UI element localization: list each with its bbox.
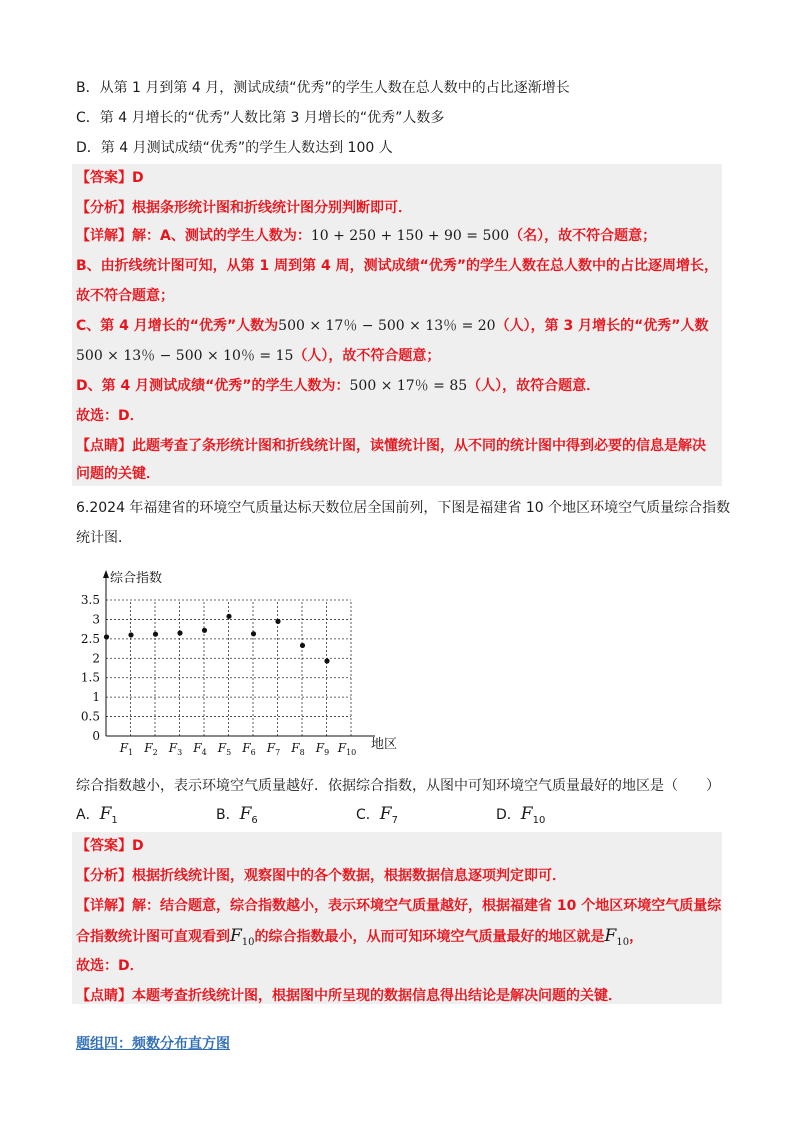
- q5-detail-c-line1: C、第 4 月增长的“优秀”人数为500 × 17％ − 500 × 13％ = 20（人），第 3 月增长的“优秀”人数: [76, 318, 709, 334]
- y-tick-label: 1.5: [80, 670, 100, 685]
- data-point: [226, 614, 231, 619]
- x-tick-label: $F_7$: [266, 741, 281, 756]
- q6-detail-line1: 【详解】解：结合题意，综合指数越小，表示环境空气质量越好，根据福建省 10 个地区环境空气质量综: [76, 898, 722, 914]
- q6-option-a: A．$F_1$: [76, 804, 118, 826]
- q5-option-b: B．从第 1 月到第 4 月，测试成绩“优秀”的学生人数在总人数中的占比逐渐增长: [76, 80, 570, 96]
- y-tick-label: 2.5: [80, 631, 100, 646]
- y-tick-label: 2: [92, 651, 100, 666]
- y-tick-label: 0.5: [80, 709, 100, 724]
- data-point: [251, 631, 256, 636]
- q5-choose: 故选：D．: [76, 408, 144, 424]
- q6-option-c: C．$F_7$: [356, 804, 398, 826]
- q5-analysis: 【分析】根据条形统计图和折线统计图分别判断即可．: [76, 200, 412, 216]
- q6-option-d: D．$F_{10}$: [496, 804, 546, 826]
- q6-answer-box: [72, 832, 722, 1004]
- q6-comment: 【点睛】本题考查折线统计图，根据图中所呈现的数据信息得出结论是解决问题的关键．: [76, 988, 622, 1004]
- x-tick-label: $F_1$: [119, 741, 134, 756]
- q5-detail-a: 【详解】解：A、测试的学生人数为：10 + 250 + 150 + 90 = 500（名），故不符合题意；: [76, 228, 657, 244]
- q5-option-d: D．第 4 月测试成绩“优秀”的学生人数达到 100 人: [76, 140, 393, 156]
- q6-choose: 故选：D．: [76, 958, 144, 974]
- x-tick-label: $F_4$: [193, 741, 207, 756]
- y-axis-label: 综合指数: [110, 571, 163, 586]
- x-tick-label: $F_{10}$: [337, 741, 357, 756]
- data-point: [275, 619, 280, 624]
- q5-comment-line1: 【点睛】此题考查了条形统计图和折线统计图，读懂统计图，从不同的统计图中得到必要的信息是解决: [76, 438, 706, 454]
- q6-analysis: 【分析】根据折线统计图，观察图中的各个数据，根据数据信息逐项判定即可．: [76, 868, 566, 884]
- data-point: [153, 632, 158, 637]
- air-quality-index-chart: [72, 566, 402, 756]
- y-tick-label: 3.5: [80, 593, 100, 607]
- data-point: [324, 658, 329, 663]
- q5-detail-b-line1: B、由折线统计图可知，从第 1 周到第 4 周，测试成绩“优秀”的学生人数在总人数中的占比逐周增长，: [76, 258, 719, 274]
- q6-answer: 【答案】D: [76, 838, 144, 854]
- data-point: [202, 628, 207, 633]
- q5-option-c: C．第 4 月增长的“优秀”人数比第 3 月增长的“优秀”人数多: [76, 110, 445, 126]
- y-axis-arrow: [103, 570, 109, 578]
- q6-stem-line1: 6.2024 年福建省的环境空气质量达标天数位居全国前列，下图是福建省 10 个地区环境空气质量综合指数: [76, 500, 731, 516]
- q5-comment-line2: 问题的关键．: [76, 466, 160, 482]
- data-point: [300, 643, 305, 648]
- x-tick-label: $F_5$: [217, 741, 232, 756]
- x-tick-label: $F_9$: [315, 741, 330, 756]
- data-point: [177, 630, 182, 635]
- y-tick-label: 0: [92, 729, 100, 743]
- data-point: [128, 632, 133, 637]
- section-heading: 题组四：频数分布直方图: [76, 1036, 230, 1052]
- q6-detail-line2: 合指数统计图可直观看到$F_{10}$的综合指数最小，从而可知环境空气质量最好的地区就是$F_{10}$，: [76, 926, 644, 948]
- y-tick-label: 1: [92, 690, 100, 705]
- x-tick-label: $F_2$: [144, 741, 158, 756]
- q6-stem-line2: 统计图．: [76, 530, 132, 546]
- x-tick-label: $F_6$: [242, 741, 256, 756]
- x-tick-label: $F_8$: [291, 741, 305, 756]
- q6-option-b: B．$F_6$: [216, 804, 258, 826]
- x-axis-label: 地区: [371, 737, 398, 752]
- q5-detail-d: D、第 4 月测试成绩“优秀”的学生人数为：500 × 17％ = 85（人），故符合题意．: [76, 378, 601, 394]
- q6-question: 综合指数越小，表示环境空气质量越好．依据综合指数，从图中可知环境空气质量最好的地区是（ ）: [76, 778, 720, 794]
- x-tick-label: $F_3$: [168, 741, 183, 756]
- q5-answer: 【答案】D: [76, 170, 144, 186]
- data-point: [104, 634, 109, 639]
- y-tick-label: 3: [92, 612, 100, 627]
- q5-detail-c-line2: 500 × 13％ − 500 × 10％ = 15（人），故不符合题意；: [76, 348, 441, 364]
- q5-detail-b-line2: 故不符合题意；: [76, 288, 174, 304]
